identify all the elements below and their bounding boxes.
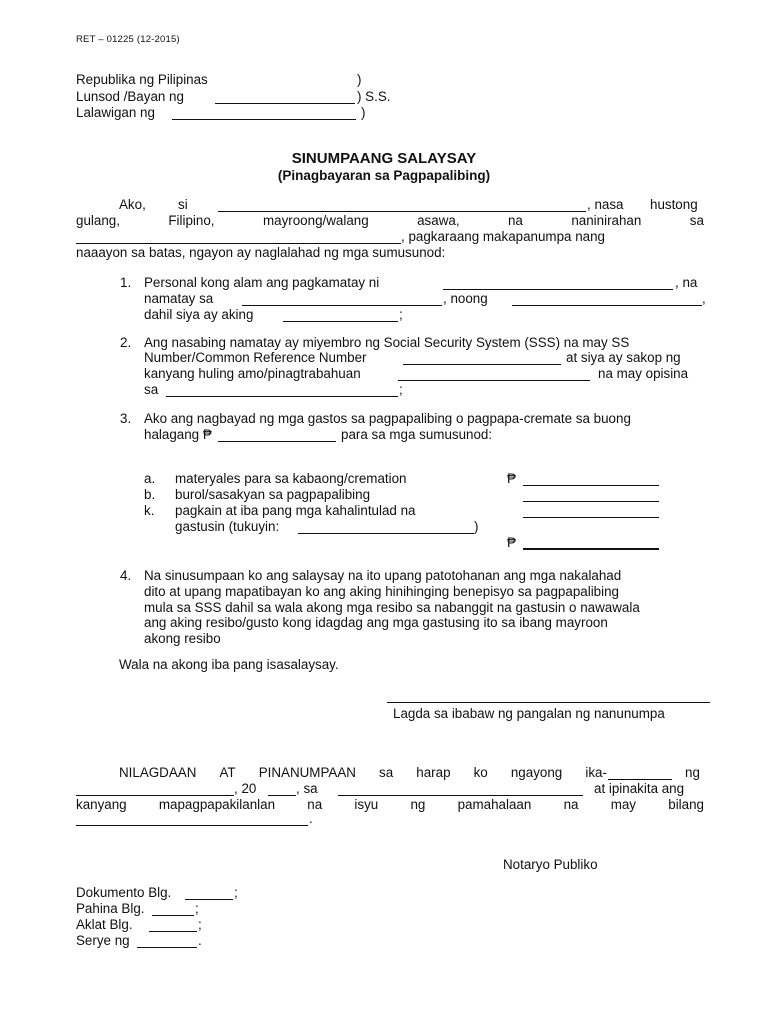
item4-line: Na sinusumpaan ko ang salaysay na ito upang patotohanan ang mga nakalahad: [144, 568, 622, 583]
list-letter-b: b.: [144, 487, 156, 502]
intro-ako: Ako,: [119, 197, 146, 212]
item1-text-a-tail: , na: [675, 275, 698, 290]
jurat-line-2-tail: at ipinakita ang: [594, 781, 685, 796]
item3-number: 3.: [120, 411, 132, 426]
signature-caption: Lagda sa ibabaw ng pangalan ng nanunumpa: [393, 706, 665, 721]
affiant-signature-line[interactable]: [387, 702, 710, 703]
form-code: RET – 01225 (12-2015): [76, 34, 180, 45]
document-subtitle: (Pinagbayaran sa Pagpapalibing): [277, 168, 491, 183]
word: na: [507, 213, 523, 228]
grand-total-blank[interactable]: [523, 548, 659, 550]
word: PINANUMPAAN: [258, 765, 356, 780]
word: sa: [379, 765, 394, 780]
total-amount-blank[interactable]: [218, 441, 336, 442]
venue-ss: ) S.S.: [357, 89, 391, 104]
peso-sign-total: ₱: [507, 535, 516, 550]
word: kanyang: [76, 797, 127, 812]
list-item-food: pagkain at iba pang mga kahalintulad na: [175, 503, 416, 518]
series-blank[interactable]: [137, 947, 197, 948]
id-number-blank[interactable]: [76, 825, 308, 826]
word: NILAGDAAN: [119, 765, 197, 780]
registry-document-label: Dokumento Blg.: [76, 885, 172, 900]
venue-province-blank[interactable]: [172, 119, 356, 120]
affiant-name-blank[interactable]: [218, 211, 586, 212]
word: gulang,: [76, 213, 120, 228]
registry-series-tail: .: [198, 933, 202, 948]
item3-text-b-tail: para sa mga sumusunod:: [341, 427, 493, 442]
word: ng: [410, 797, 426, 812]
word: ko: [473, 765, 488, 780]
word: asawa,: [417, 213, 460, 228]
month-blank[interactable]: [76, 795, 234, 796]
word: AT: [219, 765, 236, 780]
word: isyu: [354, 797, 379, 812]
item1-text-c: dahil siya ay aking: [144, 307, 254, 322]
registry-document-tail: ;: [234, 885, 238, 900]
item1-text-b: namatay sa: [144, 291, 214, 306]
item2-text-b-tail: at siya ay sakop ng: [566, 350, 681, 365]
item4-line: ang aking resibo/gusto kong idagdag ang mga gastusing ito sa ibang mayroon: [144, 615, 608, 630]
intro-line-3-tail: , pagkaraang makapanumpa nang: [401, 229, 605, 244]
venue-city-label: Lunsod /Bayan ng: [76, 89, 184, 104]
venue-country: Republika ng Pilipinas: [76, 72, 208, 87]
year-blank[interactable]: [268, 795, 296, 796]
intro-line-4: naaayon sa batas, ngayon ay naglalahad ng mga sumusunod:: [76, 245, 446, 260]
registry-page-tail: ;: [195, 901, 199, 916]
item1-number: 1.: [120, 275, 132, 290]
word: ika-: [585, 765, 607, 780]
venue-paren-3: ): [361, 105, 366, 120]
food-amount-blank[interactable]: [523, 517, 659, 518]
registry-book-tail: ;: [198, 917, 202, 932]
word: ngayong: [510, 765, 563, 780]
ss-number-blank[interactable]: [403, 364, 561, 365]
document-number-blank[interactable]: [185, 899, 233, 900]
intro-si: si: [178, 197, 188, 212]
item4-number: 4.: [120, 568, 132, 583]
item1-text-b-tail: ,: [702, 291, 706, 306]
word: harap: [416, 765, 451, 780]
item3-text-b: halagang ₱: [144, 427, 212, 442]
item3-text-a: Ako ang nagbayad ng mga gastos sa pagpapalibing o pagpapa-cremate sa buong: [144, 411, 631, 426]
item2-text-c: kanyang huling amo/pinagtrabahuan: [144, 366, 361, 381]
closing-statement: Wala na akong iba pang isasalaysay.: [119, 657, 339, 672]
registry-series-label: Serye ng: [76, 933, 130, 948]
item2-number: 2.: [120, 335, 132, 350]
place-blank[interactable]: [338, 795, 583, 796]
word: mapagpapakilanlan: [158, 797, 276, 812]
item2-text-d-tail: ;: [399, 382, 403, 397]
list-item-other-tail: ): [474, 519, 479, 534]
item2-text-d: sa: [144, 382, 159, 397]
item2-text-b: Number/Common Reference Number: [144, 350, 367, 365]
word: bilang: [668, 797, 704, 812]
word: mayroong/walang: [262, 213, 369, 228]
venue-province-label: Lalawigan ng: [76, 105, 155, 120]
office-address-blank[interactable]: [166, 396, 398, 397]
word: sa: [689, 213, 704, 228]
employer-blank[interactable]: [398, 380, 590, 381]
relationship-blank[interactable]: [283, 321, 398, 322]
address-blank[interactable]: [76, 243, 401, 244]
item4-line: akong resibo: [144, 631, 221, 646]
document-title: SINUMPAANG SALAYSAY: [291, 150, 477, 167]
wake-amount-blank[interactable]: [523, 501, 659, 502]
venue-paren-1: ): [357, 72, 362, 87]
notary-label: Notaryo Publiko: [503, 857, 598, 872]
registry-book-label: Aklat Blg.: [76, 917, 133, 932]
item1-noong: , noong: [443, 291, 488, 306]
intro-nasa: , nasa: [587, 197, 624, 212]
item4-line: dito at upang mapatibayan ko ang aking hinihinging benepisyo sa pagpapalibing: [144, 584, 619, 599]
list-item-materials: materyales para sa kabaong/cremation: [175, 471, 407, 486]
jurat-sa: , sa: [296, 781, 318, 796]
word: may: [610, 797, 637, 812]
deceased-name-blank[interactable]: [443, 289, 673, 290]
other-expense-blank[interactable]: [298, 533, 474, 534]
list-letter-a: a.: [144, 471, 156, 486]
word: Filipino,: [168, 213, 215, 228]
registry-page-label: Pahina Blg.: [76, 901, 145, 916]
item2-text-c-tail: na may opisina: [598, 366, 689, 381]
peso-sign: ₱: [507, 471, 516, 486]
word: naninirahan: [571, 213, 642, 228]
intro-hustong: hustong: [650, 197, 698, 212]
word: na: [307, 797, 323, 812]
jurat-line-3: [76, 797, 704, 812]
item4-line: mula sa SSS dahil sa wala akong mga resibo sa nabanggit na gastusin o nawawala: [144, 600, 640, 615]
book-number-blank[interactable]: [149, 931, 197, 932]
intro-line-2: [76, 213, 704, 228]
day-blank[interactable]: [608, 779, 672, 780]
venue-city-blank[interactable]: [215, 103, 355, 104]
death-place-blank[interactable]: [242, 305, 442, 306]
item1-text-a: Personal kong alam ang pagkamatay ni: [144, 275, 380, 290]
list-item-other: gastusin (tukuyin:: [175, 519, 280, 534]
word: pamahalaan: [457, 797, 532, 812]
jurat-ng: ng: [685, 765, 700, 780]
item2-text-a: Ang nasabing namatay ay miyembro ng Social Security System (SSS) na may SS: [144, 335, 630, 350]
jurat-line-1: [119, 765, 607, 780]
item1-text-c-tail: ;: [399, 307, 403, 322]
materials-amount-blank[interactable]: [523, 485, 659, 486]
word: na: [563, 797, 579, 812]
list-letter-k: k.: [144, 503, 155, 518]
list-item-wake: burol/sasakyan sa pagpapalibing: [175, 487, 371, 502]
jurat-line-4-tail: .: [309, 811, 313, 826]
jurat-year-label: , 20: [234, 781, 257, 796]
page-number-blank[interactable]: [152, 915, 194, 916]
death-date-blank[interactable]: [512, 305, 702, 306]
